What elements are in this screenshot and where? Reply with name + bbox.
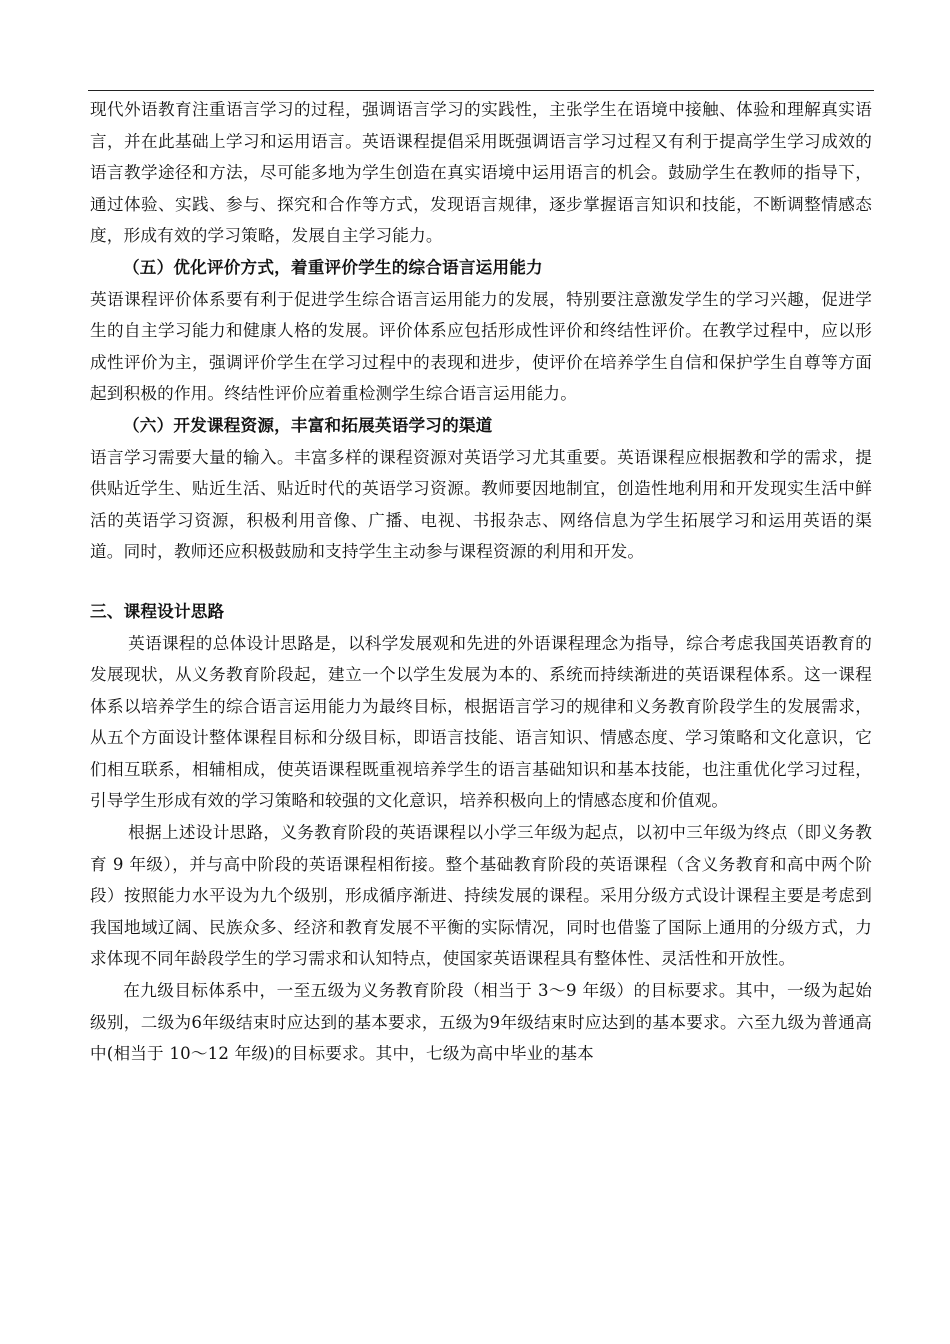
heading-course-design: 三、课程设计思路 [90,600,225,621]
document-body [90,94,872,1070]
header-rule [88,90,874,91]
section-gap [90,568,872,596]
paragraph-course-resources: 语言学习需要大量的输入。丰富多样的课程资源对英语学习尤其重要。英语课程应根据教和学的需求，提供贴近学生、贴近生活、贴近时代的英语学习资源。教师要因地制宜，创造性地利用和开发现实生活中鲜活的英语学习资源，积极利用音像、广播、电视、书报杂志、网络信息为学生拓展学习和运用英语的渠道。同时，教师还应积极鼓励和支持学生主动参与课程资源的利用和开发。 [90,447,872,562]
heading-develop-resources: （六）开发课程资源，丰富和拓展英语学习的渠道 [123,414,493,435]
paragraph-language-process: 现代外语教育注重语言学习的过程，强调语言学习的实践性，主张学生在语境中接触、体验和理解真实语言，并在此基础上学习和运用语言。英语课程提倡采用既强调语言学习过程又有利于提高学生学习成效的语言教学途径和方法，尽可能多地为学生创造在真实语境中运用语言的机会。鼓励学生在教师的指导下，通过体验、实践、参与、探究和合作等方式，发现语言规律，逐步掌握语言知识和技能，不断调整情感态度，形成有效的学习策略，发展自主学习能力。 [90,100,872,246]
paragraph-nine-level-system: 在九级目标体系中，一至五级为义务教育阶段（相当于 3～9 年级）的目标要求。其中，一级为起始级别，二级为6年级结束时应达到的基本要求，五级为9年级结束时应达到的基本要求。六至九级为普通高中(相当于 10～12 年级)的目标要求。其中，七级为高中毕业的基本 [90,981,872,1064]
paragraph-overall-design: 英语课程的总体设计思路是，以科学发展观和先进的外语课程理念为指导，综合考虑我国英语教育的发展现状，从义务教育阶段起，建立一个以学生发展为本的、系统而持续渐进的英语课程体系。这一课程体系以培养学生的综合语言运用能力为最终目标，根据语言学习的规律和义务教育阶段学生的发展需求，从五个方面设计整体课程目标和分级目标，即语言技能、语言知识、情感态度、学习策略和文化意识，它们相互联系，相辅相成，使英语课程既重视培养学生的语言基础知识和基本技能，也注重优化学习过程，引导学生形成有效的学习策略和较强的文化意识，培养积极向上的情感态度和价值观。 [90,633,872,811]
paragraph-grade-levels: 根据上述设计思路，义务教育阶段的英语课程以小学三年级为起点，以初中三年级为终点（即义务教育 9 年级），并与高中阶段的英语课程相衔接。整个基础教育阶段的英语课程（含义务教育和高中两个阶段）按照能力水平设为九个级别，形成循序渐进、持续发展的课程。采用分级方式设计课程主要是考虑到我国地域辽阔、民族众多、经济和教育发展不平衡的实际情况，同时也借鉴了国际上通用的分级方式，力求体现不同年龄段学生的学习需求和认知特点，使国家英语课程具有整体性、灵活性和开放性。 [90,823,872,969]
heading-optimize-evaluation: （五）优化评价方式，着重评价学生的综合语言运用能力 [123,256,543,277]
paragraph-evaluation-system: 英语课程评价体系要有利于促进学生综合语言运用能力的发展，特别要注意激发学生的学习兴趣，促进学生的自主学习能力和健康人格的发展。评价体系应包括形成性评价和终结性评价。在教学过程中，应以形成性评价为主，强调评价学生在学习过程中的表现和进步，使评价在培养学生自信和保护学生自尊等方面起到积极的作用。终结性评价应着重检测学生综合语言运用能力。 [90,289,872,404]
